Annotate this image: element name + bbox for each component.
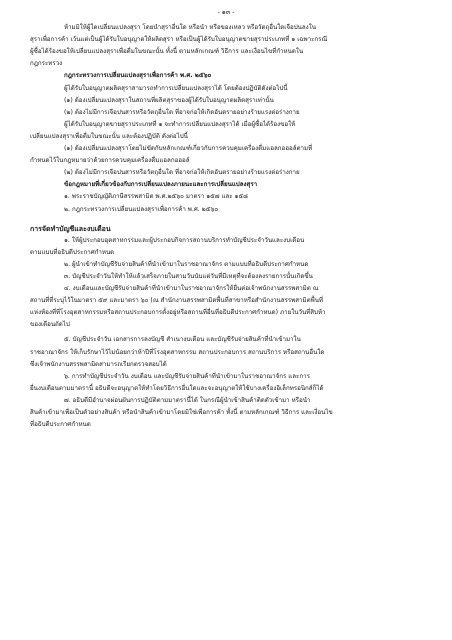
accounting-line: ของเดือนถัดไป	[30, 321, 70, 329]
ministerial-regulation-body	[30, 83, 422, 180]
ministerial-regulation-title: กฎกระทรวงการเปลี่ยนแปลงสุราเพื่อการค้า พ.ศ. ๒๕๖๐	[64, 72, 212, 80]
accounting-line: ราชอาณาจักร ให้เก็บรักษาไว้ไม่น้อยกว่าห้าปีที่โรงอุตสาหกรรม สถานประกอบการ สถานบริการ หรือสถานอื่นใด	[30, 348, 325, 356]
regulation-line: (๑) ต้องเปลี่ยนแปลงสุราในสถานที่ผลิตสุราของผู้ได้รับใบอนุญาตผลิตสุราเท่านั้น	[64, 96, 274, 104]
accounting-line: ยื่นงบเดือนตามมาตรานี้ อธิบดีจะอนุญาตให้ทำโดยวิธีการอื่นใดและจะอนุญาตให้ใช้บางเครื่องอิเล็กทรอนิกส์ก็ได้	[30, 384, 324, 392]
related-law-item: ๑. พระราชบัญญัติภาษีสรรพสามิต พ.ศ.๒๕๖๐ มาตรา ๑๕๗ และ ๑๕๘	[64, 193, 248, 201]
accounting-line: ๔. งบเดือนและบัญชีรับจ่ายสินค้าที่นำเข้ามาในราชอาณาจักรให้ยื่นต่อเจ้าพนักงานสรรพสามิต ณ	[64, 285, 319, 293]
regulation-line: ผู้ได้รับใบอนุญาตขายสุราประเภทที่ ๑ จะทำการเปลี่ยนแปลงสุราได้ เมื่อผู้ซื้อได้ร้องขอให้	[64, 120, 296, 128]
accounting-line: ตามแบบที่อธิบดีประกาศกำหนด	[30, 248, 115, 256]
accounting-line: ที่อธิบดีประกาศกำหนด	[30, 421, 91, 429]
accounting-line: ๑. ให้ผู้ประกอบอุตสาหกรรมและผู้ประกอบกิจการสถานบริการทำบัญชีประจำวันและงบเดือน	[64, 236, 305, 244]
accounting-line: ๒. ผู้นำเข้าทำบัญชีรับจ่ายสินค้าที่นำเข้ามาในราชอาณาจักร ตามแบบที่อธิบดีประกาศกำหนด	[64, 260, 309, 268]
accounting-body	[30, 235, 422, 432]
accounting-line: ๓. บัญชีประจำวันให้ทำให้แล้วเสร็จภายในสามวันนับแต่วันที่มีเหตุที่จะต้องลงรายการนั้นเกิดขึ้น	[64, 272, 313, 280]
regulation-line: (๒) ต้องไม่มีการเจือปนสารหรือวัตถุอื่นใด ที่อาจก่อให้เกิดอันตรายอย่างร้ายแรงต่อร่างกาย	[64, 169, 300, 177]
ministerial-regulation-section	[30, 70, 422, 82]
intro-paragraph	[30, 22, 422, 70]
intro-line: สุราเพื่อการค้า เว้นแต่เป็นผู้ได้รับใบอนุญาตให้ผลิตสุรา หรือเป็นผู้ได้รับใบอนุญาตขายสุราประเภทที่ ๑ เฉพาะกรณี	[30, 36, 328, 44]
accounting-section-title: การจัดทำบัญชีและงบเดือน	[30, 224, 111, 233]
accounting-line: สถานที่ที่ระบุไว้ในมาตรา ๕๙ และมาตรา ๖๐ (ณ สำนักงานสรรพสามิตพื้นที่สาขาหรือสำนักงานสรรพสามิตพื้นที่	[30, 297, 323, 305]
regulation-line: (๒) ต้องไม่มีการเจือปนสารหรือวัตถุอื่นใด ที่อาจก่อให้เกิดอันตรายอย่างร้ายแรงต่อร่างกาย	[64, 108, 300, 116]
intro-line: ผู้ซื้อได้ร้องขอให้เปลี่ยนแปลงสุราเพื่อดื่มในขณะนั้น ทั้งนี้ ตามหลักเกณฑ์ วิธีการ และเงื่อนไขที่กำหนดใน	[30, 48, 304, 56]
accounting-line: แห่งท้องที่ที่โรงอุตสาหกรรมหรือสถานประกอบการตั้งอยู่หรือสถานที่อื่นที่อธิบดีประกาศกำหนด) ภายในวันที่สิบห้า	[30, 309, 326, 317]
accounting-line: ๕. บัญชีประจำวัน เอกสารการลงบัญชี สำเนางบเดือน และบัญชีรับจ่ายสินค้าที่นำเข้ามาใน	[64, 336, 301, 344]
related-law-item: ๒. กฎกระทรวงการเปลี่ยนแปลงสุราเพื่อการค้า พ.ศ. ๒๕๖๐	[64, 205, 219, 213]
intro-line: ห้ามมิให้ผู้ใดเปลี่ยนแปลงสุรา โดยนำสุราอื่นใด หรือนำ หรือของเหลว หรือวัตถุอื่นใดเจือปนลงใน	[64, 24, 316, 32]
regulation-line: (๑) ต้องเปลี่ยนแปลงสุราโดยไม่ขัดกับหลักเกณฑ์เกี่ยวกับการควบคุมเครื่องดื่มแอลกอฮอล์ตามที่	[64, 145, 313, 153]
related-law-title: ข้อกฎหมายที่เกี่ยวข้องกับการเปลี่ยนแปลงภายนะและการเปลี่ยนแปลงสุรา	[64, 181, 258, 189]
accounting-line: ๖. การทำบัญชีประจำวัน งบเดือน และบัญชีรับจ่ายสินค้าที่นำเข้ามาในราชอาณาจักร และการ	[64, 372, 310, 380]
accounting-line: ซึ่งเจ้าพนักงานสรรพสามิตสามารถเรียกตรวจสอบได้	[30, 360, 167, 368]
regulation-line: กำหนดไว้ในกฎหมายว่าด้วยการควบคุมเครื่องดื่มแอลกอฮอล์	[30, 157, 190, 165]
page-number: - ๑๓ -	[217, 8, 235, 16]
regulation-line: ผู้ได้รับใบอนุญาตผลิตสุราสามารถทำการเปลี่ยนแปลงสุราได้ โดยต้องปฏิบัติดังต่อไปนี้	[64, 84, 288, 92]
accounting-line: สินค้าเข้ามาเพื่อเป็นตัวอย่างสินค้า หรือนำสินค้าเข้ามาโดยมิใช่เพื่อการค้า ทั้งนี้ ตามหลักเกณฑ์ วิธีการ และเงื่อนไข	[30, 409, 333, 416]
related-law-section	[30, 179, 422, 215]
intro-line: กฎกระทรวง	[30, 60, 63, 68]
regulation-line: เปลี่ยนแปลงสุราเพื่อดื่มในขณะนั้น และต้องปฏิบัติ ดังต่อไปนี้	[30, 132, 188, 140]
accounting-line: ๗. อธิบดีมีอำนาจผ่อนผันการปฏิบัติตามมาตรานี้ได้ ในกรณีผู้นำเข้าสินค้าติดตัวเข้ามา หรือนำ	[64, 396, 311, 404]
